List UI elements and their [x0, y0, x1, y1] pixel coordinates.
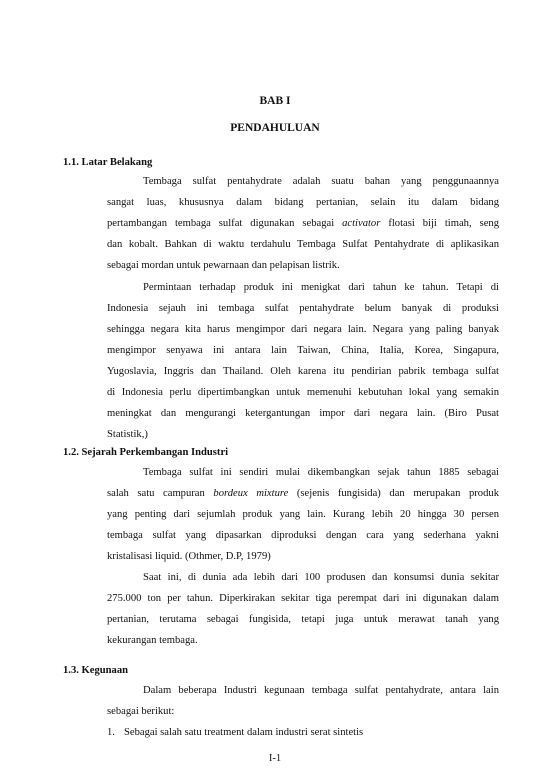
list-item-text: Sebagai salah satu treatment dalam industri serat sintetis	[124, 727, 364, 738]
paragraph-line: Permintaan terhadap produk ini menigkat dari tahun ke tahun. Tetapi di	[143, 282, 499, 293]
section-heading-kegunaan: 1.3. Kegunaan	[63, 665, 129, 676]
paragraph-line: sebagai berikut:	[107, 706, 175, 717]
paragraph-line: di Indonesia perlu dipertimbangkan untuk memenuhi kebutuhan lokal yang semakin	[107, 387, 499, 398]
paragraph-line: kekurangan tembaga.	[107, 635, 198, 646]
list-item	[107, 726, 363, 740]
paragraph-line: dan kobalt. Bahkan di waktu terdahulu Tembaga Sulfat Pentahydrate di aplikasikan	[107, 239, 499, 250]
paragraph-line: sangat luas, khususnya dalam bidang pertanian, selain itu dalam bidang	[107, 197, 499, 208]
page-number: I-1	[268, 753, 282, 764]
chapter-title: PENDAHULUAN	[230, 122, 320, 134]
paragraph-line: Tembaga sulfat pentahydrate adalah suatu bahan yang penggunaannya	[143, 176, 499, 187]
paragraph-line: salah satu campuran bordeux mixture (sejenis fungisida) dan merupakan produk	[107, 488, 499, 499]
paragraph-line: 275.000 ton per tahun. Diperkirakan sekitar tiga perempat dari ini digunakan dalam	[107, 593, 499, 604]
paragraph-line: Tembaga sulfat ini sendiri mulai dikembangkan sejak tahun 1885 sebagai	[143, 467, 499, 478]
paragraph-line: Yugoslavia, Inggris dan Thailand. Oleh karena itu pendirian pabrik tembaga sulfat	[107, 366, 499, 377]
paragraph-line: pertambangan tembaga sulfat digunakan sebagai activator flotasi biji timah, seng	[107, 218, 499, 229]
paragraph-line: Indonesia sejauh ini tembaga sulfat pentahydrate belum banyak di produksi	[107, 303, 499, 314]
section-heading-sejarah: 1.2. Sejarah Perkembangan Industri	[63, 447, 229, 458]
paragraph-line: kristalisasi liquid. (Othmer, D.P, 1979)	[107, 551, 271, 562]
chapter-number: BAB I	[259, 95, 291, 107]
paragraph-line: Dalam beberapa Industri kegunaan tembaga sulfat pentahydrate, antara lain	[143, 685, 499, 696]
paragraph-line: sebagai mordan untuk pewarnaan dan pelapisan listrik.	[107, 260, 340, 271]
paragraph-line: tembaga sulfat yang dipasarkan diproduksi dengan cara yang sederhana yakni	[107, 530, 499, 541]
paragraph-line: Statistik,)	[107, 429, 148, 440]
list-item-number: 1.	[107, 727, 115, 738]
section-heading-latar-belakang: 1.1. Latar Belakang	[63, 157, 153, 168]
paragraph-line: meningkat dan mengurangi ketergantungan impor dari negara lain. (Biro Pusat	[107, 408, 499, 419]
paragraph-line: yang penting dari sejumlah produk yang lain. Kurang lebih 20 hingga 30 persen	[107, 509, 499, 520]
paragraph-line: mengimpor senyawa ini antara lain Taiwan, China, Italia, Korea, Singapura,	[107, 345, 499, 356]
paragraph-line: Saat ini, di dunia ada lebih dari 100 produsen dan konsumsi dunia sekitar	[143, 572, 499, 583]
paragraph-line: pertanian, terutama sebagai fungisida, tetapi juga untuk merawat tanah yang	[107, 614, 499, 625]
paragraph-line: sehingga negara kita harus mengimpor dari negara lain. Negara yang paling banyak	[107, 324, 499, 335]
